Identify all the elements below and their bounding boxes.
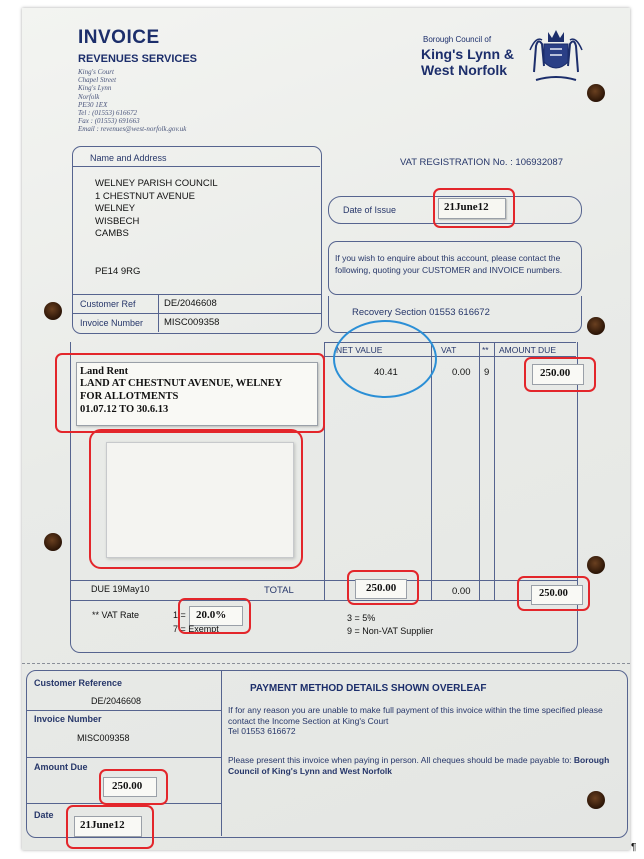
- perforation-line: [22, 663, 630, 664]
- address-line: WELNEY: [95, 203, 136, 215]
- highlight-total-net: [347, 570, 419, 605]
- stub-invoice-number-value: MISC009358: [77, 733, 130, 743]
- address-line: King's Lynn: [78, 84, 112, 93]
- ref-divider: [72, 294, 321, 295]
- stub-date-value: 21June12: [80, 819, 125, 831]
- invoice-number-label: Invoice Number: [80, 318, 144, 328]
- table-total-line: [70, 600, 577, 601]
- vat-rate-1-value: 20.0%: [196, 609, 227, 621]
- item-description-line: LAND AT CHESTNUT AVENUE, WELNEY: [80, 378, 283, 389]
- stub-row-divider: [26, 710, 222, 711]
- vat-rate-1-prefix: 1 =: [173, 610, 186, 620]
- stub-invoice-number-label: Invoice Number: [34, 714, 102, 724]
- highlight-stub-amount: [99, 769, 168, 805]
- payment-heading: PAYMENT METHOD DETAILS SHOWN OVERLEAF: [250, 683, 487, 694]
- punch-hole: [44, 302, 62, 320]
- date-of-issue-label: Date of Issue: [343, 205, 397, 215]
- address-line: King's Court: [78, 68, 114, 76]
- customer-ref-label: Customer Ref: [80, 299, 136, 309]
- item-description-line: FOR ALLOTMENTS: [80, 391, 179, 402]
- invoice-title: INVOICE: [78, 27, 160, 48]
- highlight-stub-date: [66, 805, 154, 849]
- address-line: Email : revenues@west-norfolk.gov.uk: [78, 125, 187, 134]
- vat-rate-3: 3 = 5%: [347, 613, 376, 623]
- punch-hole: [44, 533, 62, 551]
- total-label: TOTAL: [264, 585, 294, 596]
- payment-text: If for any reason you are unable to make full payment of this invoice within the time specified please contact the Income Section at King's Court: [228, 705, 603, 726]
- department-name: REVENUES SERVICES: [78, 53, 198, 65]
- stub-column-divider: [221, 670, 222, 836]
- council-name-line1: King's Lynn &: [421, 46, 515, 62]
- coat-of-arms-icon: [526, 22, 586, 84]
- vat-rate-label: ** VAT Rate: [92, 610, 140, 620]
- ref-divider: [72, 313, 321, 314]
- rate-value: 9: [484, 367, 490, 378]
- council-address: [78, 68, 186, 134]
- highlight-net-value-circle: [333, 320, 437, 398]
- stub-customer-ref-label: Customer Reference: [34, 678, 123, 688]
- vat-value: 0.00: [452, 367, 471, 378]
- address-line: Fax : (01553) 691663: [78, 117, 140, 126]
- address-line: Tel : (01553) 616672: [78, 109, 138, 118]
- customer-name-address: [95, 178, 218, 241]
- highlight-amount-due: [524, 357, 596, 392]
- address-line: PE30 1EX: [78, 100, 108, 109]
- pilcrow-mark: ¶: [631, 842, 637, 853]
- rate-header: **: [482, 345, 489, 355]
- highlight-date-of-issue: [433, 188, 515, 228]
- payable-to: Borough Council of King's Lynn and West Norfolk: [228, 755, 610, 776]
- table-total-line: [70, 580, 577, 581]
- address-line: CAMBS: [95, 228, 129, 240]
- present-text-body: Please present this invoice when paying in person. All cheques should be made payable to:: [228, 755, 572, 765]
- table-column-line: [431, 342, 432, 601]
- council-name-small: Borough Council of: [423, 35, 492, 44]
- address-line: Chapel Street: [78, 76, 117, 85]
- address-line: Norfolk: [78, 92, 100, 101]
- punch-hole: [587, 556, 605, 574]
- address-line: WISBECH: [95, 215, 140, 227]
- total-net-value: 250.00: [366, 582, 397, 594]
- address-line: WELNEY PARISH COUNCIL: [95, 178, 218, 189]
- highlight-total-amount: [517, 576, 590, 611]
- name-address-label: Name and Address: [90, 153, 167, 163]
- highlight-vat-rate: [178, 598, 251, 634]
- highlight-item-description: [55, 353, 325, 433]
- stub-date-label: Date: [34, 810, 54, 820]
- total-vat-value: 0.00: [452, 586, 471, 597]
- council-name-line2: West Norfolk: [421, 62, 508, 78]
- stub-amount-due-label: Amount Due: [34, 762, 88, 772]
- customer-ref-value: DE/2046608: [164, 298, 217, 309]
- stub-amount-due-value: 250.00: [112, 780, 143, 792]
- stub-customer-ref-value: DE/2046608: [91, 696, 142, 706]
- amount-due-header: AMOUNT DUE: [499, 345, 556, 355]
- vat-rate-9: 9 = Non-VAT Supplier: [347, 626, 434, 636]
- amount-due-value: 250.00: [540, 367, 571, 379]
- due-date: DUE 19May10: [91, 584, 150, 594]
- invoice-number-value: MISC009358: [164, 317, 220, 328]
- recovery-section: Recovery Section 01553 616672: [352, 307, 490, 318]
- net-value: 40.41: [374, 367, 398, 378]
- total-amount-value: 250.00: [539, 588, 568, 599]
- enquiry-text: If you wish to enquire about this account, please contact the following, quoting your CUSTOMER and INVOICE numbers.: [335, 253, 563, 275]
- table-column-line: [494, 342, 495, 601]
- item-title: Land Rent: [80, 366, 129, 377]
- punch-hole: [587, 84, 605, 102]
- payment-tel: Tel 01553 616672: [228, 726, 296, 736]
- address-line: 1 CHESTNUT AVENUE: [95, 190, 195, 202]
- present-text: [228, 755, 614, 777]
- table-column-line: [479, 342, 480, 601]
- stub-row-divider: [26, 757, 222, 758]
- customer-postcode: PE14 9RG: [95, 266, 141, 277]
- highlight-covered-label: [89, 429, 303, 569]
- ref-column-divider: [158, 294, 159, 332]
- item-description-line: 01.07.12 TO 30.6.13: [80, 404, 169, 415]
- punch-hole: [587, 317, 605, 335]
- date-of-issue-value: 21June12: [444, 201, 489, 213]
- vat-rate-7: 7 = Exempt: [173, 624, 219, 634]
- net-value-header: NET VALUE: [336, 345, 383, 355]
- vat-registration: VAT REGISTRATION No. : 106932087: [400, 157, 563, 168]
- vat-header: VAT: [441, 345, 457, 355]
